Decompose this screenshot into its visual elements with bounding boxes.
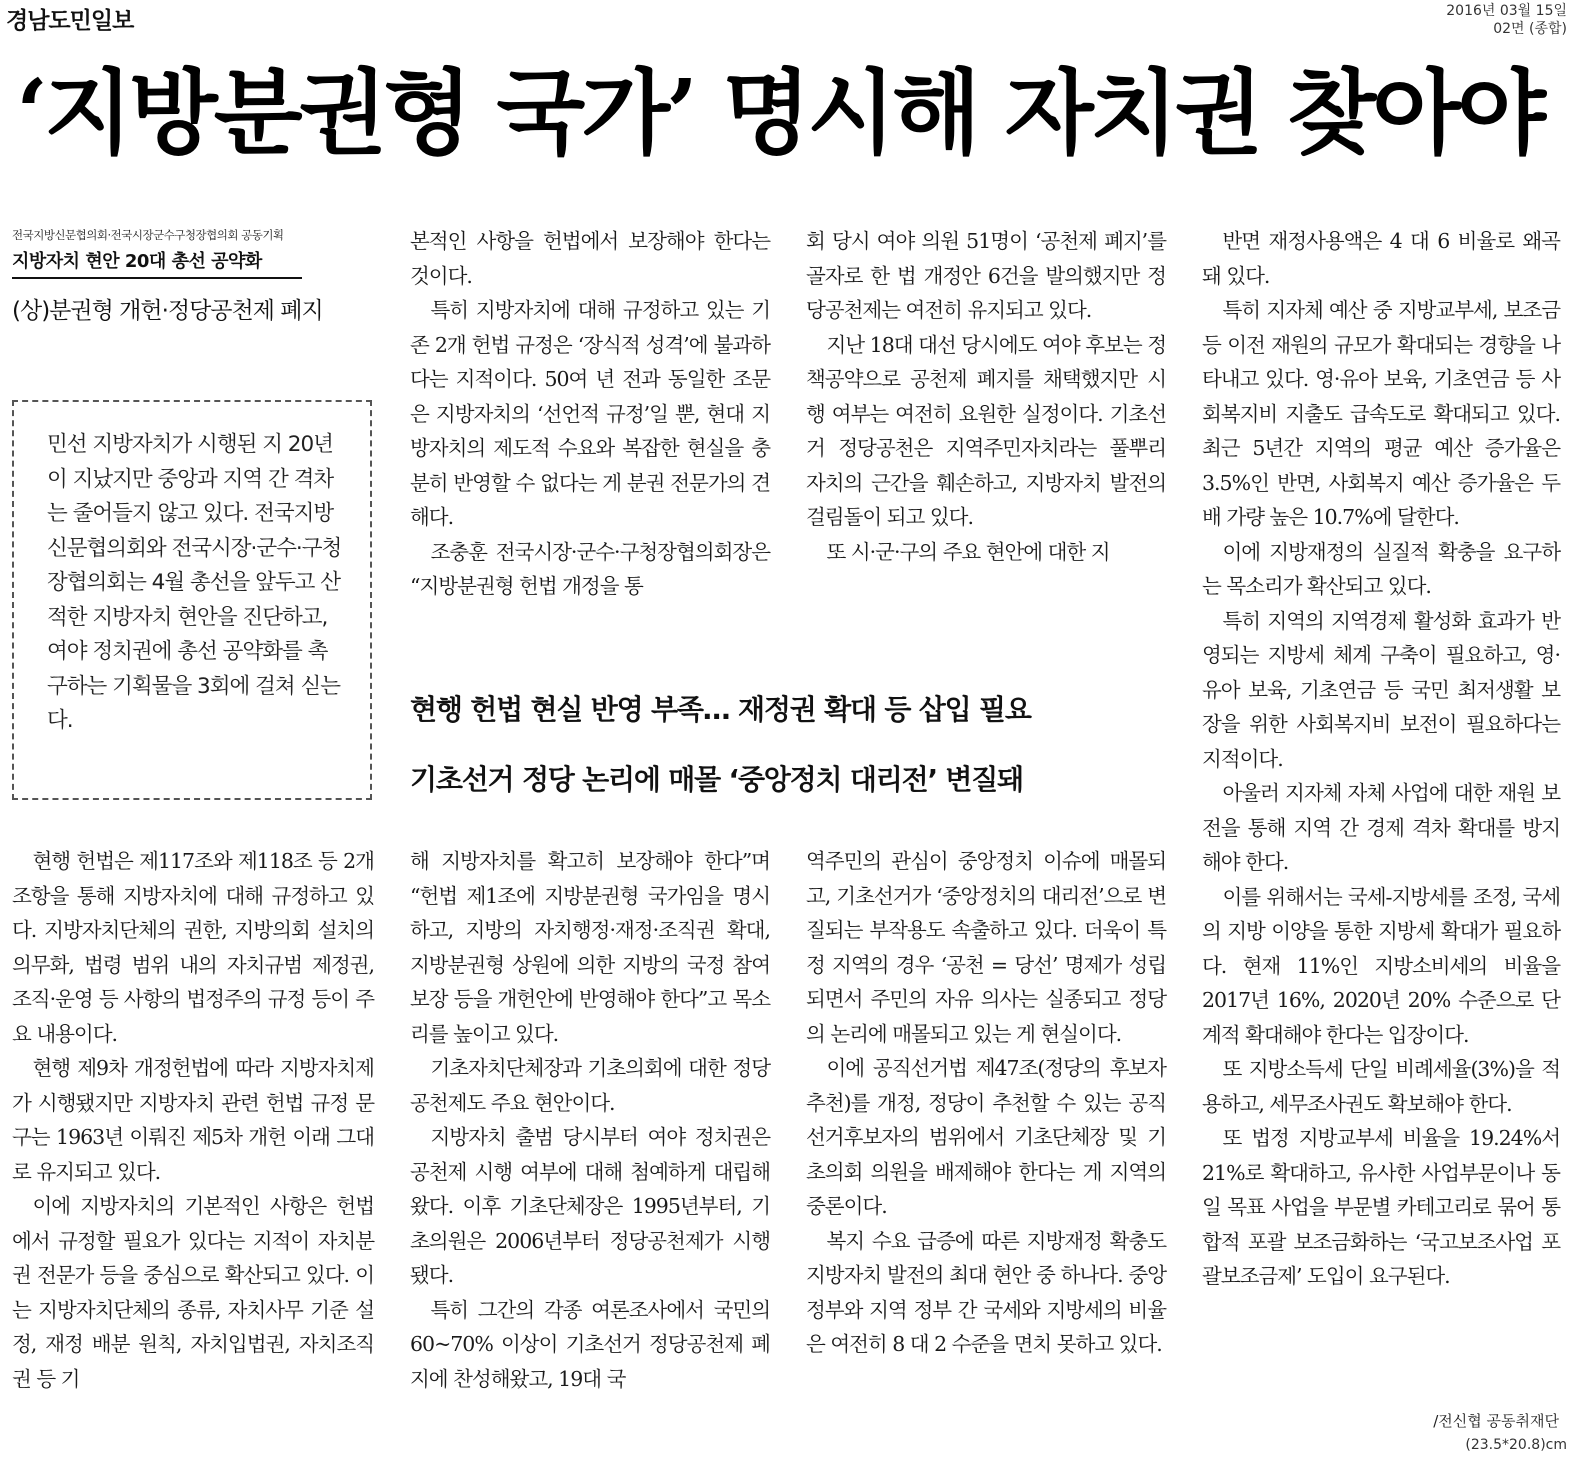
paragraph: 회 당시 여야 의원 51명이 ‘공천제 폐지’를 골자로 한 법 개정안 6건을 발의했지만 정당공천제는 여전히 유지되고 있다. xyxy=(806,229,1166,322)
paragraph: 또 법정 지방교부세 비율을 19.24%서 21%로 확대하고, 유사한 사업부문이나 동일 목표 사업을 부문별 카테고리로 묶어 통합적 포괄 보조금화하는 ‘국고보조사업 포괄보조금제’ 도입이 요구된다. xyxy=(1202,1126,1560,1288)
intro-text: 민선 지방자치가 시행된 지 20년이 지났지만 중앙과 지역 간 격차는 줄어들지 않고 있다. 전국지방신문협의회와 전국시장·군수·구청장협의회는 4월 총선을 앞두고 산적한 지방자치 현안을 진단하고, 여야 정치권에 총선 공약화를 촉구하는 기획물을 3회에 걸쳐 싣는다. xyxy=(47,432,342,733)
paragraph: 현행 헌법은 제117조와 제118조 등 2개 조항을 통해 지방자치에 대해 규정하고 있다. 지방자치단체의 권한, 지방의회 설치의 의무화, 법령 범위 내의 자치규범 제정권, 조직·운영 등 사항의 법정주의 규정 등이 주요 내용이다. xyxy=(12,849,374,1046)
subheadline-2: 기초선거 정당 논리에 매몰 ‘중앙정치 대리전’ 변질돼 xyxy=(410,763,1023,796)
paragraph: 또 지방소득세 단일 비례세율(3%)을 적용하고, 세무조사권도 확보해야 한다. xyxy=(1202,1057,1560,1116)
paragraph: 해 지방자치를 확고히 보장해야 한다”며 “헌법 제1조에 지방분권형 국가임을 명시하고, 지방의 자치행정·재정·조직권 확대, 지방분권형 상원에 의한 지방의 국정 참여 보장 등을 개헌안에 반영해야 한다”고 목소리를 높이고 있다. xyxy=(410,849,770,1046)
headline: ‘지방분권형 국가’ 명시해 자치권 찾아야 xyxy=(16,59,1543,167)
byline-credit: /전신협 공동취재단 xyxy=(1433,1412,1559,1430)
series-subtitle: (상)분권형 개헌·정당공천제 폐지 xyxy=(12,298,323,324)
bottom-column-3 xyxy=(806,844,1166,1362)
paragraph: 이에 공직선거법 제47조(정당의 후보자 추천)를 개정, 정당이 추천할 수 있는 공직선거후보자의 범위에서 기초단체장 및 기초의회 의원을 배제해야 한다는 게 지역의 중론이다. xyxy=(806,1056,1166,1218)
publication-meta xyxy=(1446,2,1567,38)
paragraph: 특히 그간의 각종 여론조사에서 국민의 60~70% 이상이 기초선거 정당공천제 폐지에 찬성해왔고, 19대 국 xyxy=(410,1297,770,1391)
paragraph: 아울러 지자체 자체 사업에 대한 재원 보전을 통해 지역 간 경제 격차 확대를 방지해야 한다. xyxy=(1202,781,1560,874)
paragraph: 본적인 사항을 헌법에서 보장해야 한다는 것이다. xyxy=(410,229,770,288)
paragraph: 이에 지방자치의 기본적인 사항은 헌법에서 규정할 필요가 있다는 지적이 자치분권 전문가 등을 중심으로 확산되고 있다. 이는 지방자치단체의 종류, 자치사무 기준 설정, 재정 배분 원칙, 자치입법권, 자치조직권 등 기 xyxy=(12,1194,374,1391)
subheadline-1: 현행 헌법 현실 반영 부족… 재정권 확대 등 삽입 필요 xyxy=(410,693,1031,726)
top-column-2 xyxy=(410,224,770,604)
clipping-size-note: (23.5*20.8)cm xyxy=(1465,1437,1567,1453)
paragraph: 지난 18대 대선 당시에도 여야 후보는 정책공약으로 공천제 폐지를 채택했지만 시행 여부는 여전히 요원한 실정이다. 기초선거 정당공천은 지역주민자치라는 풀뿌리 자치의 근간을 훼손하고, 지방자치 발전의 걸림돌이 되고 있다. xyxy=(806,332,1166,529)
column-4 xyxy=(1202,224,1560,1294)
paragraph: 역주민의 관심이 중앙정치 이슈에 매몰되고, 기초선거가 ‘중앙정치의 대리전’으로 변질되는 부작용도 속출하고 있다. 더욱이 특정 지역의 경우 ‘공천 = 당선’ 명제가 성립되면서 주민의 자유 의사는 실종되고 정당의 논리에 매몰되고 있는 게 현실이다. xyxy=(806,849,1166,1046)
paragraph: 조충훈 전국시장·군수·구청장협의회장은 “지방분권형 헌법 개정을 통 xyxy=(410,539,770,598)
masthead-logo: 경남도민일보 xyxy=(6,8,134,34)
paragraph: 반면 재정사용액은 4 대 6 비율로 왜곡돼 있다. xyxy=(1202,229,1560,288)
paragraph: 현행 제9차 개정헌법에 따라 지방자치제가 시행됐지만 지방자치 관련 헌법 규정 문구는 1963년 이뤄진 제5차 개헌 이래 그대로 유지되고 있다. xyxy=(12,1056,374,1184)
series-title: 지방자치 현안 20대 총선 공약화 xyxy=(12,247,302,279)
paragraph: 복지 수요 급증에 따른 지방재정 확충도 지방자치 발전의 최대 현안 중 하나다. 중앙 정부와 지역 정부 간 국세와 지방세의 비율은 여전히 8 대 2 수준을 면치 못하고 있다. xyxy=(806,1228,1166,1356)
paragraph: 또 시·군·구의 주요 현안에 대한 지 xyxy=(826,539,1110,564)
paragraph: 기초자치단체장과 기초의회에 대한 정당공천제도 주요 현안이다. xyxy=(410,1056,770,1115)
bottom-column-2 xyxy=(410,844,770,1396)
paragraph: 특히 지방자치에 대해 규정하고 있는 기존 2개 헌법 규정은 ‘장식적 성격’에 불과하다는 지적이다. 50여 년 전과 동일한 조문은 지방자치의 ‘선언적 규정’일 뿐, 현대 지방자치의 제도적 수요와 복잡한 현실을 충분히 반영할 수 없다는 게 분권 전문가의 견해다. xyxy=(410,298,770,529)
paragraph: 특히 지역의 지역경제 활성화 효과가 반영되는 지방세 체계 구축이 필요하고, 영·유아 보육, 기초연금 등 국민 최저생활 보장을 위한 사회복지비 보전이 필요하다는 지적이다. xyxy=(1202,608,1560,771)
top-column-3 xyxy=(806,224,1166,569)
paragraph: 지방자치 출범 당시부터 여야 정치권은 공천제 시행 여부에 대해 첨예하게 대립해왔다. 이후 기초단체장은 1995년부터, 기초의원은 2006년부터 정당공천제가 시행됐다. xyxy=(410,1125,770,1287)
series-kicker: 전국지방신문협의회·전국시장군수구청장협의회 공동기획 xyxy=(12,228,284,242)
publication-date: 2016년 03월 15일 xyxy=(1446,3,1567,19)
page-section: 02면 (종합) xyxy=(1493,21,1567,37)
paragraph: 이를 위해서는 국세-지방세를 조정, 국세의 지방 이양을 통한 지방세 확대가 필요하다. 현재 11%인 지방소비세의 비율을 2017년 16%, 2020년 20% 수준으로 단계적 확대해야 한다는 입장이다. xyxy=(1202,884,1560,1047)
bottom-column-1 xyxy=(12,844,374,1396)
paragraph: 이에 지방재정의 실질적 확충을 요구하는 목소리가 확산되고 있다. xyxy=(1202,539,1560,598)
paragraph: 특히 지자체 예산 중 지방교부세, 보조금 등 이전 재원의 규모가 확대되는 경향을 나타내고 있다. 영·유아 보육, 기초연금 등 사회복지비 지출도 급속도로 확대되고 있다. 최근 5년간 지역의 평균 예산 증가율은 3.5%인 반면, 사회복지 예산 증가율은 두 배 가량 높은 10.7%에 달한다. xyxy=(1202,298,1560,529)
